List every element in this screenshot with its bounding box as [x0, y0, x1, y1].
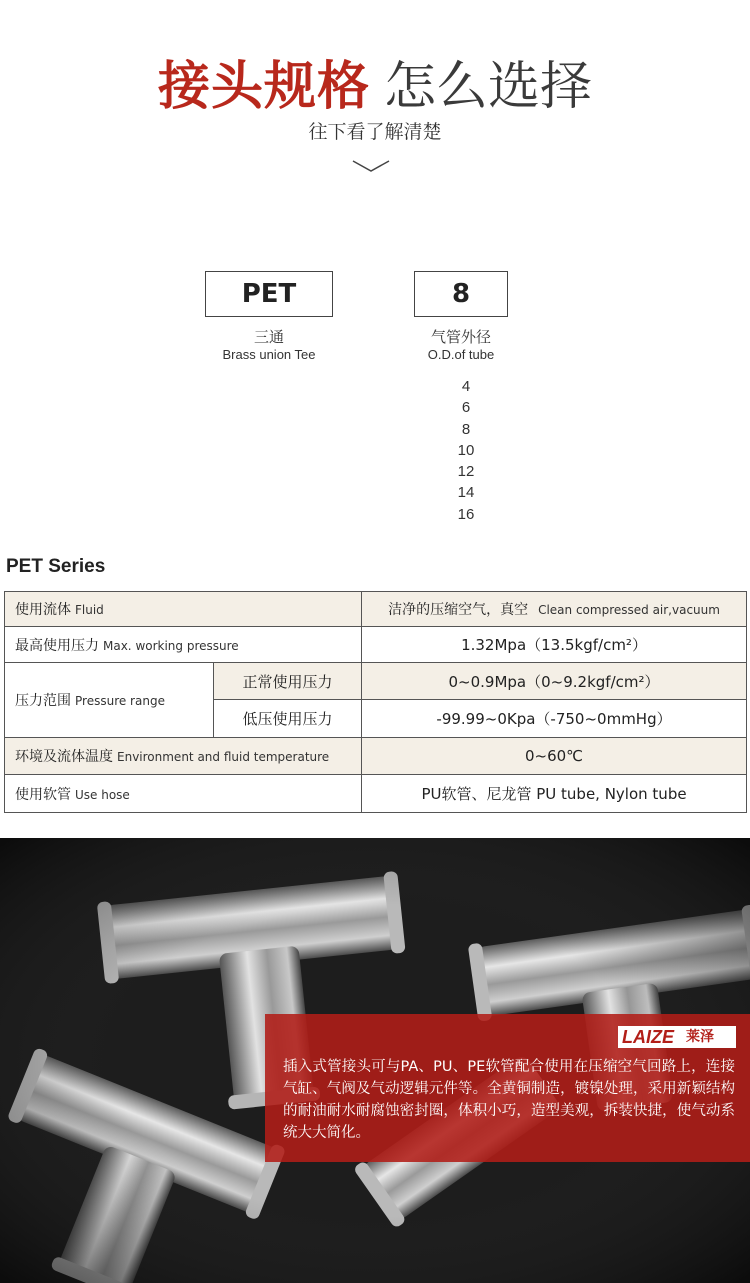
tube-size-option: 4 — [461, 378, 471, 395]
series-title: PET Series — [6, 556, 106, 577]
subtitle: 往下看了解清楚 — [308, 121, 442, 143]
tube-size-box: 8 — [414, 271, 508, 317]
fluid-label: 使用流体 Fluid — [5, 592, 362, 627]
temperature-value: 0~60℃ — [362, 737, 747, 775]
page-title — [0, 44, 750, 119]
hose-value: PU软管、尼龙管 PU tube, Nylon tube — [362, 775, 747, 813]
normal-pressure-value: 0~0.9Mpa（0~9.2kgf/cm²） — [362, 662, 747, 700]
tube-size-option: 16 — [457, 505, 475, 523]
max-pressure-value: 1.32Mpa（13.5kgf/cm²） — [362, 627, 747, 662]
temperature-label: 环境及流体温度 Environment and fluid temperature — [5, 737, 362, 775]
tube-size-option: 10 — [457, 441, 475, 459]
max-pressure-label: 最高使用压力 Max. working pressure — [5, 627, 362, 662]
low-pressure-label: 低压使用压力 — [214, 700, 362, 738]
brand-name-en: LAIZE — [622, 1027, 674, 1047]
tube-size-list — [446, 376, 486, 525]
table-row — [5, 627, 747, 662]
hose-label: 使用软管 Use hose — [5, 775, 362, 813]
brand-name-cn: 莱泽 — [686, 1029, 714, 1045]
tube-size-option: 14 — [457, 484, 475, 502]
tube-size-option: 6 — [461, 399, 471, 417]
pressure-range-label: 压力范围 Pressure range — [5, 662, 214, 737]
low-pressure-value: -99.99~0Kpa（-750~0mmHg） — [362, 700, 747, 738]
model-name-en: Brass union Tee — [222, 347, 316, 362]
tube-size-option: 12 — [457, 463, 475, 481]
product-description: 插入式管接头可与PA、PU、PE软管配合使用在压缩空气回路上，连接气缸、气阀及气动逻辑元件等。全黄铜制造，镀镍处理，采用新颖结构的耐油耐水耐腐蚀密封圈，体积小巧，造型美观，拆装快捷，使气动系统大大简化。 — [283, 1059, 735, 1141]
table-row — [5, 592, 747, 627]
chevron-down-icon — [351, 158, 391, 174]
model-name-cn: 三通 — [253, 328, 284, 346]
title-rest: 怎么选择 — [384, 57, 593, 117]
model-code-box: PET — [205, 271, 333, 317]
tube-name-en: O.D.of tube — [427, 347, 495, 362]
table-row — [5, 662, 747, 700]
fluid-value: 洁净的压缩空气，真空 Clean compressed air,vacuum — [362, 592, 747, 627]
spec-table — [4, 591, 747, 813]
tube-size-option: 8 — [461, 420, 471, 438]
table-row — [5, 775, 747, 813]
table-row — [5, 737, 747, 775]
normal-pressure-label: 正常使用压力 — [214, 662, 362, 700]
tube-name-cn: 气管外径 — [430, 328, 491, 346]
title-highlight: 接头规格 — [157, 57, 370, 117]
